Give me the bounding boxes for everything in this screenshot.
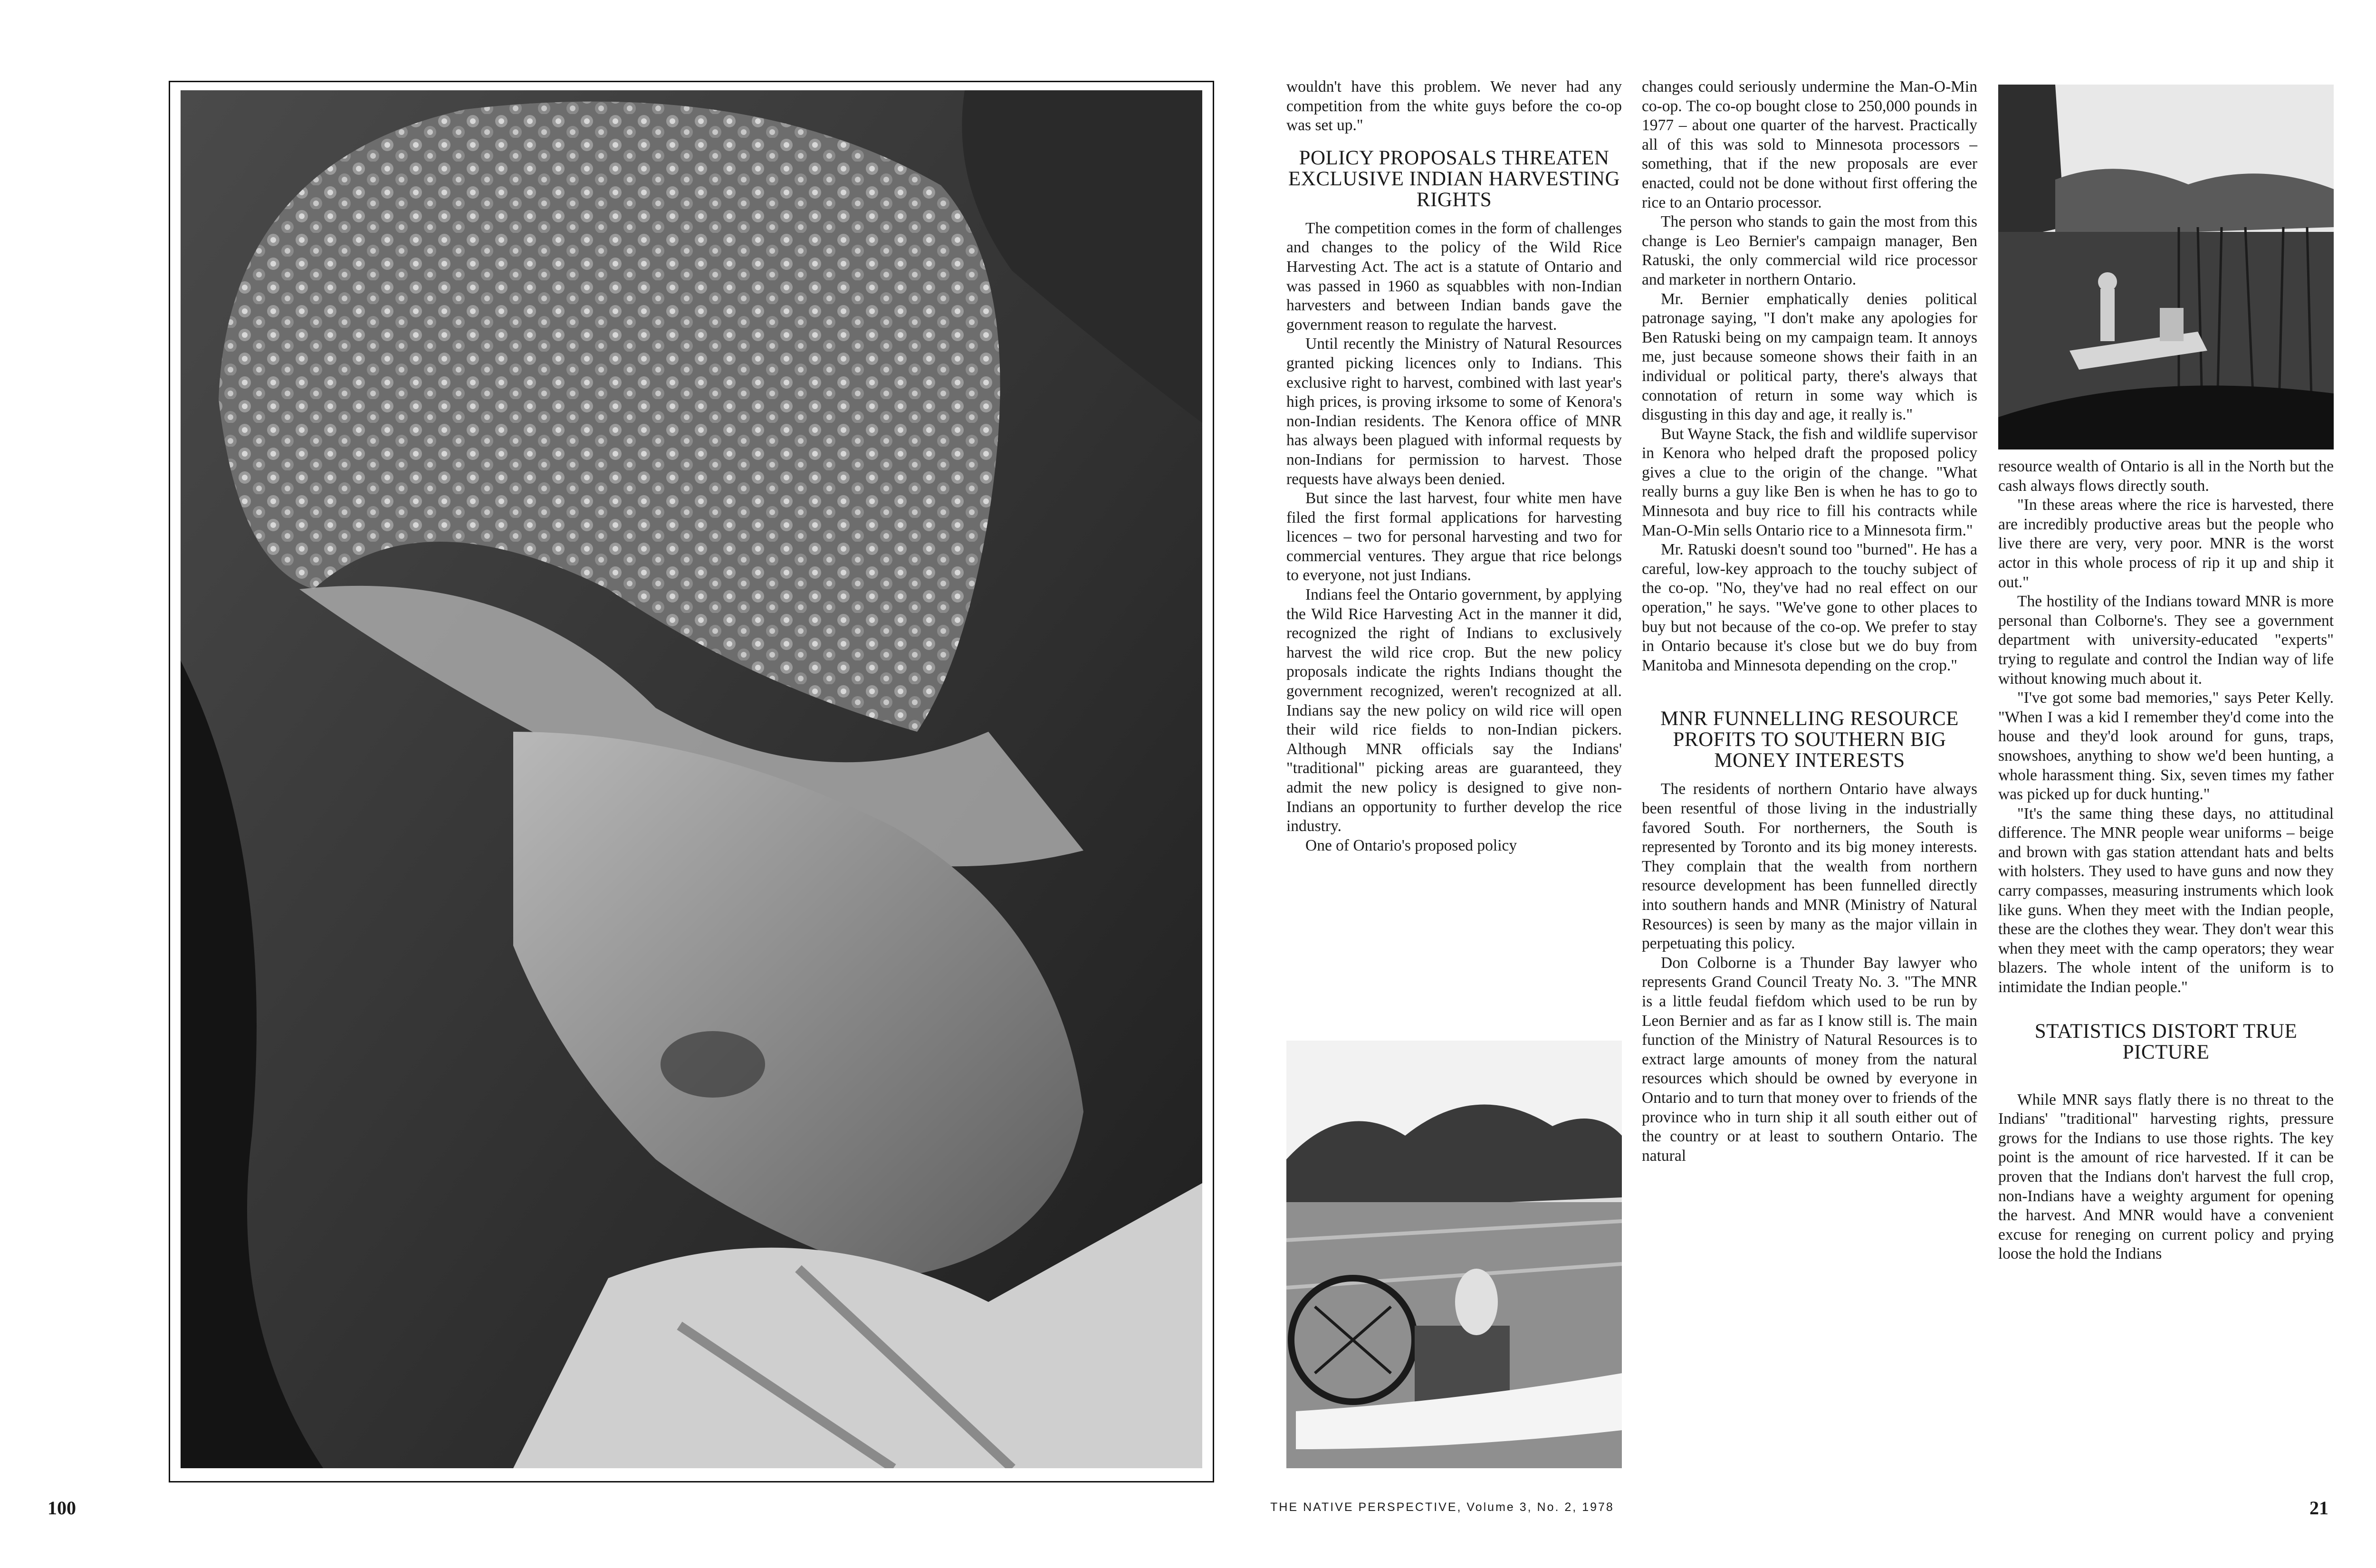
paragraph: Don Colborne is a Thunder Bay lawyer who represents Grand Council Treaty No. 3. "The MNR is a little feudal fiefdom which used to be run by Leon Bernier and as far as I know still is. The main function of the Ministry of Natural Resources is to extract large amounts of money from the natural resources which should be owned by everyone in Ontario and to turn that money over to friends of the province who in turn ship it all south either out of the country or at least to southern Ontario. The natural [1642, 954, 1977, 1165]
journal-footer: THE NATIVE PERSPECTIVE, Volume 3, No. 2, 1978 [1270, 1501, 1614, 1514]
paragraph: "In these areas where the rice is harvested, there are incredibly productive areas but the people who live there are very, very poor. MNR is the worst actor in this whole process of rip it up and ship it out." [1998, 496, 2334, 591]
paragraph: The person who stands to gain the most from this change is Leo Bernier's campaign manager, Ben Ratuski, the only commercial wild rice processor and marketer in northern Ontario. [1642, 213, 1977, 288]
section-heading: MNR FUNNELLING RESOURCE PROFITS TO SOUTHERN BIG MONEY INTERESTS [1660, 708, 1959, 772]
paragraph: Until recently the Ministry of Natural Resources granted picking licences only to Indians. This exclusive right to harvest, combined with last year's high prices, is proving irksome to some of Kenora's non-Indian residents. The Kenora office of MNR has always been plagued with informal requests by non-Indians for permission to harvest. Those requests have always been denied. [1286, 335, 1622, 488]
paragraph: changes could seriously undermine the Man-O-Min co-op. The co-op bought close to 250,000 pounds in 1977 – about one quarter of the harvest. Practically all of this was sold to Minnesota processors – something, that if the new proposals are ever enacted, could not be done without first offering the rice to an Ontario processor. [1642, 78, 1977, 211]
section-heading: STATISTICS DISTORT TRUE PICTURE [2034, 1020, 2298, 1063]
text-column-2 [1642, 77, 1977, 1166]
section-heading: POLICY PROPOSALS THREATEN EXCLUSIVE INDIAN HARVESTING RIGHTS [1288, 146, 1620, 211]
paragraph: wouldn't have this problem. We never had any competition from the white guys before the co-op was set up." [1286, 78, 1622, 134]
paragraph: Mr. Bernier emphatically denies political patronage saying, "I don't make any apologies for Ben Ratuski being on my campaign team. It annoys me, just because someone shows their faith in an individual or political party, there's always that connotation of return in some way which is disgusting in this day and age, it really is." [1642, 290, 1977, 424]
paragraph: But since the last harvest, four white men have filed the first formal applications for harvesting licences – two for personal harvesting and two for commercial ventures. They argue that rice belongs to everyone, not just Indians. [1286, 489, 1622, 584]
paragraph: Mr. Ratuski doesn't sound too "burned". He has a careful, low-key approach to the touchy subject of the co-op. "No, they've had no real effect on our operation," he says. "We've gone to other places to buy but not because of the co-op. We prefer to stay in Ontario because it's close but we do buy from Manitoba and Minnesota depending on the crop." [1642, 541, 1977, 674]
text-column-1 [1286, 77, 1622, 855]
page-number-left: 100 [48, 1497, 76, 1519]
paragraph: The competition comes in the form of challenges and changes to the policy of the Wild Rice Harvesting Act. The act is a statute of Ontario and was passed in 1960 as squabbles with non-Indian harvesters and between Indian bands gave the government reason to regulate the harvest. [1286, 219, 1622, 334]
portrait-photo [181, 90, 1202, 1468]
paragraph: "It's the same thing these days, no attitudinal difference. The MNR people wear uniforms – beige and brown with gas station attendant hats and belts with holsters. They used to have guns and now they carry compasses, measuring instruments which look like guns. When they meet with the Indian people, these are the clothes they wear. They don't wear this when they meet with the camp operators; they wear blazers. The whole intent of the uniform is to intimidate the Indian people." [1998, 804, 2334, 996]
paragraph: But Wayne Stack, the fish and wildlife supervisor in Kenora who helped draft the proposed policy gives a clue to the origin of the change. "What really burns a guy like Ben is when he has to go to Minnesota and buy rice to fill his contracts while Man-O-Min sells Ontario rice to a Minnesota firm." [1642, 425, 1977, 539]
page-number-right: 21 [2309, 1497, 2328, 1519]
paragraph: The residents of northern Ontario have always been resentful of those living in the industrially favored South. For northerners, the South is represented by Toronto and its big money interests. They complain that the wealth from northern resource development has been funnelled directly into southern hands and MNR (Ministry of Natural Resources) is seen by many as the major villain in perpetuating this policy. [1642, 780, 1977, 953]
paragraph: The hostility of the Indians toward MNR is more personal than Colborne's. They see a government department with university-educated "experts" trying to regulate and control the Indian way of life without knowing much about it. [1998, 593, 2334, 688]
paragraph: resource wealth of Ontario is all in the North but the cash always flows directly south. [1998, 458, 2334, 495]
paragraph: One of Ontario's proposed policy [1305, 836, 1517, 854]
paragraph: While MNR says flatly there is no threat to the Indians' "traditional" harvesting rights, pressure grows for the Indians to use those rights. The key point is the amount of rice harvested. If it can be proven that the Indians don't harvest the full crop, non-Indians have a weighty argument for opening the harvest. And MNR would have a convenient excuse for reneging on current policy and prying loose the hold the Indians [1998, 1090, 2334, 1263]
paragraph: "I've got some bad memories," says Peter Kelly. "When I was a kid I remember they'd come into the house and they'd look around for guns, traps, snowshoes, anything to show we'd been hunting, a whole harassment thing. Six, seven times my father was picked up for duck hunting." [1998, 689, 2334, 803]
paragraph: Indians feel the Ontario government, by applying the Wild Rice Harvesting Act in the manner it did, recognized the right of Indians to exclusively harvest the wild rice crop. But the new policy proposals indicate the rights Indians thought the government recognized, weren't recognized at all. Indians say the new policy on wild rice will open their wild rice fields to non-Indian pickers. Although MNR officials say the Indians' "traditional" picking areas are guaranteed, they admit the new policy is designed to give non-Indians an opportunity to further develop the rice industry. [1286, 586, 1622, 835]
rice-harvesting-photo [1998, 85, 2334, 449]
text-column-3 [1998, 457, 2334, 1264]
airboat-photo [1286, 1041, 1622, 1468]
